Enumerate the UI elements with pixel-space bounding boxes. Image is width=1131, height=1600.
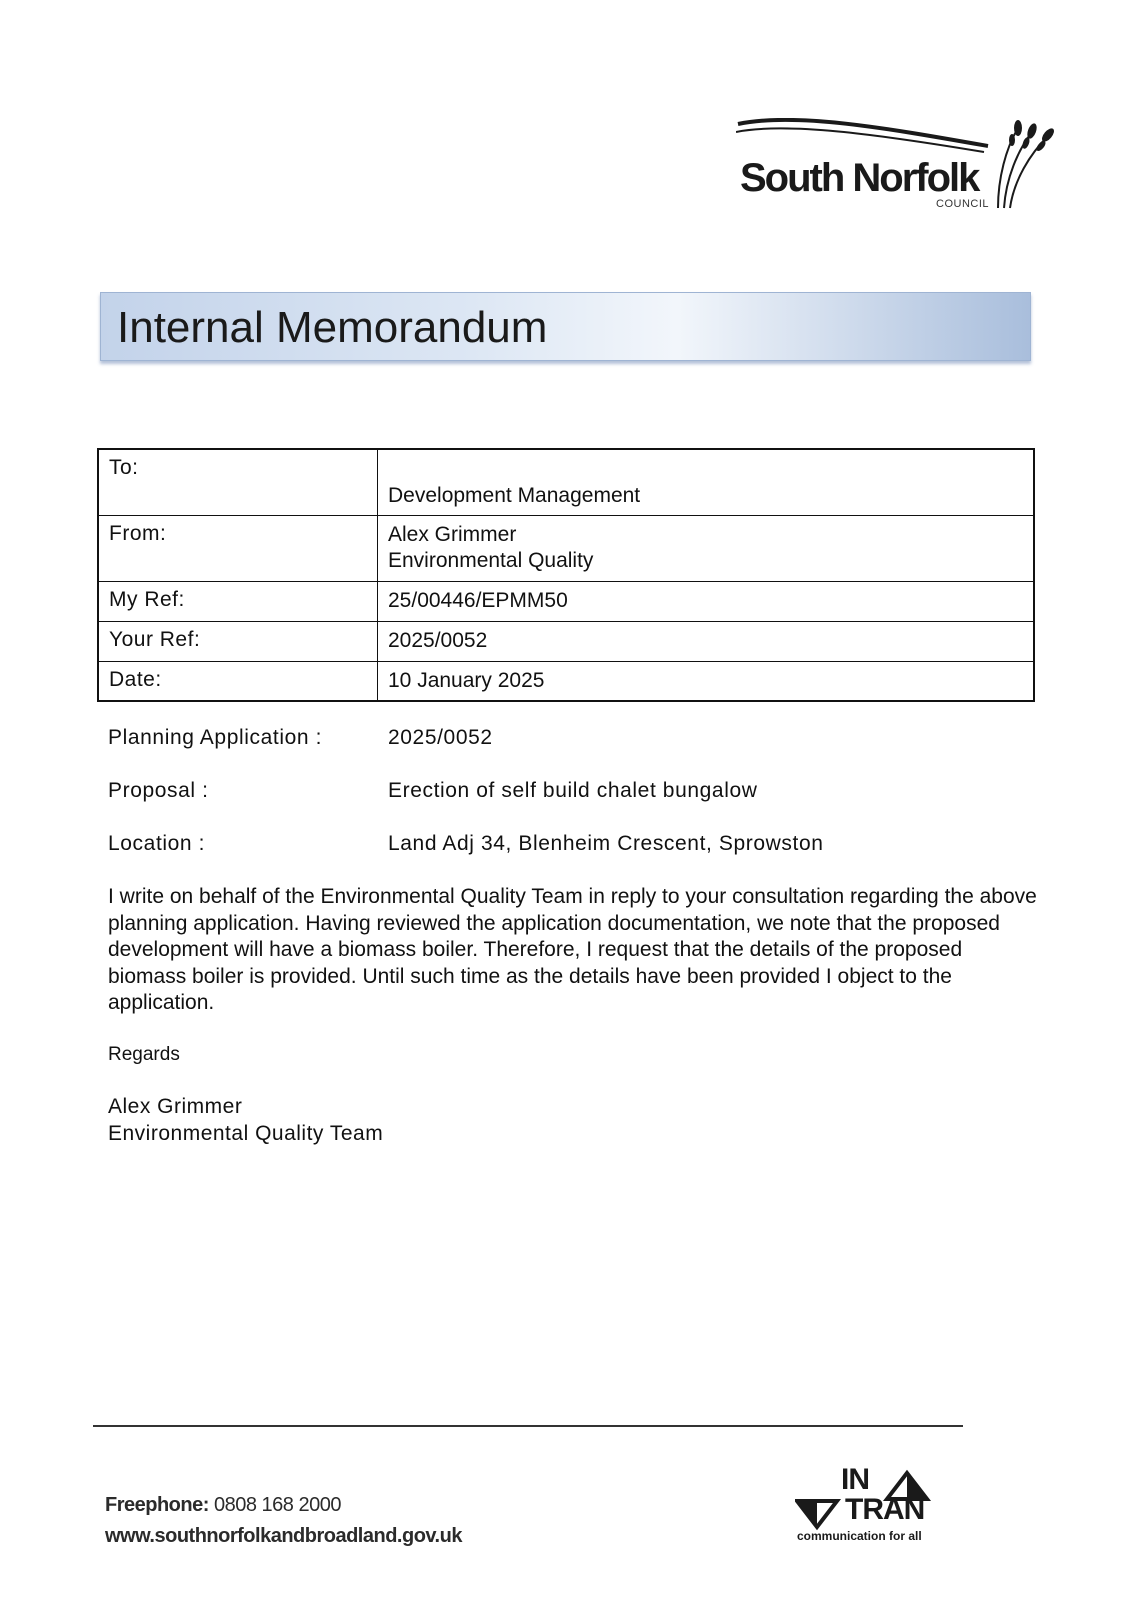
planning-application-label: Planning Application : bbox=[108, 726, 323, 749]
from-name: Alex Grimmer bbox=[388, 523, 517, 546]
memo-header-table bbox=[97, 448, 1035, 702]
intran-in: IN bbox=[841, 1463, 869, 1496]
regards: Regards bbox=[108, 1044, 180, 1065]
intran-tagline: communication for all bbox=[797, 1529, 922, 1543]
logo-name: South Norfolk bbox=[740, 156, 979, 200]
footer-phone bbox=[105, 1494, 341, 1517]
table-row bbox=[99, 582, 1033, 622]
table-row bbox=[99, 450, 1033, 516]
from-value bbox=[378, 516, 1033, 581]
signature bbox=[108, 1094, 383, 1147]
date-label: Date: bbox=[99, 662, 378, 700]
my-ref-value: 25/00446/EPMM50 bbox=[388, 589, 568, 612]
memo-banner bbox=[100, 292, 1031, 361]
signature-team: Environmental Quality Team bbox=[108, 1121, 384, 1145]
memo-body: I write on behalf of the Environmental Quality Team in reply to your consultation regarding the above planning application. Having reviewed the application documentation, we note that the proposed development will have a biomass boiler. Therefore, I request that the details of the proposed biomass boiler is provided. Until such time as the details have been provided I object to the application. bbox=[108, 885, 1037, 1014]
planning-application-value: 2025/0052 bbox=[388, 726, 493, 749]
signature-name: Alex Grimmer bbox=[108, 1095, 243, 1118]
footer-divider bbox=[93, 1425, 963, 1427]
location-label: Location : bbox=[108, 832, 206, 855]
intran-logo bbox=[795, 1465, 955, 1555]
my-ref-label: My Ref: bbox=[99, 582, 378, 621]
to-label: To: bbox=[99, 450, 378, 515]
date-value: 10 January 2025 bbox=[388, 669, 545, 692]
your-ref-value: 2025/0052 bbox=[388, 629, 488, 652]
from-department: Environmental Quality bbox=[388, 549, 594, 572]
council-logo bbox=[736, 118, 1066, 218]
phone-label: Freephone: bbox=[105, 1494, 209, 1516]
page-title: Internal Memorandum bbox=[117, 303, 548, 352]
table-row bbox=[99, 662, 1033, 700]
table-row bbox=[99, 622, 1033, 662]
location-value: Land Adj 34, Blenheim Crescent, Sprowston bbox=[388, 832, 824, 855]
from-label: From: bbox=[99, 516, 378, 581]
your-ref-label: Your Ref: bbox=[99, 622, 378, 661]
proposal-label: Proposal : bbox=[108, 779, 209, 802]
phone-number: 0808 168 2000 bbox=[213, 1494, 341, 1516]
proposal-value: Erection of self build chalet bungalow bbox=[388, 779, 758, 802]
logo-subtitle: COUNCIL bbox=[936, 198, 990, 210]
table-row bbox=[99, 516, 1033, 582]
to-value: Development Management bbox=[388, 484, 641, 507]
intran-tran: TRAN bbox=[845, 1493, 925, 1526]
footer-website[interactable]: www.southnorfolkandbroadland.gov.uk bbox=[105, 1525, 462, 1547]
